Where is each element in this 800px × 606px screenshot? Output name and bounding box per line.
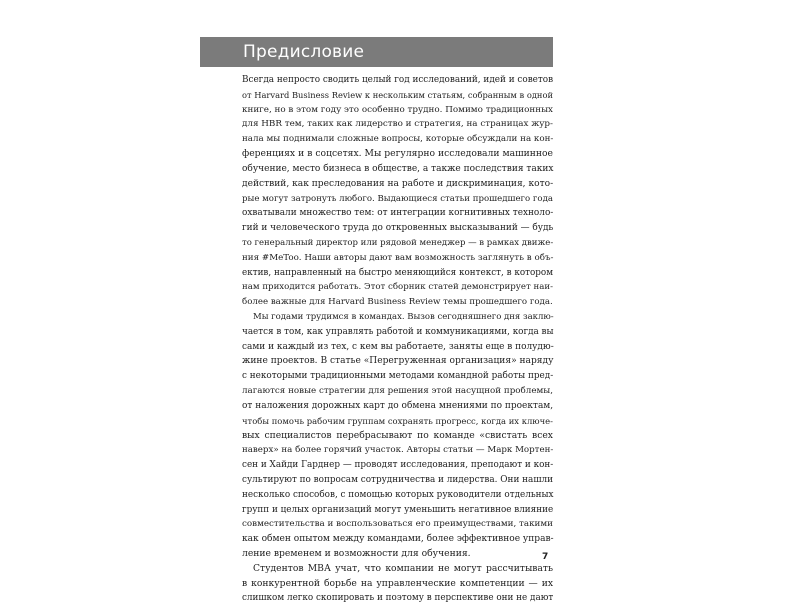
text-line: в конкурентной борьбе на управленческие компетенции — их [242, 577, 553, 589]
text-line: слишком легко скопировать и поэтому в перспективе они не дают [242, 593, 554, 604]
text-line: лагаются новые стратегии для решения этой насущной проблемы, [242, 386, 553, 397]
text-line: нала мы поднимали сложные вопросы, которые обсуждали на кон- [242, 134, 554, 145]
text-line: жине проектов. В статье «Перегруженная организация» наряду [242, 356, 554, 367]
text-line: от Harvard Business Review к нескольким статьям, собранным в одной [242, 89, 553, 100]
text-line: охватывали множество тем: от интеграции когнитивных техноло- [242, 208, 554, 219]
text-line: обучение, место бизнеса в обществе, а также последствия таких [242, 163, 554, 174]
text-line: с некоторыми традиционными методами командной работы пред- [242, 371, 554, 382]
text-line: нам приходится работать. Этот сборник статей демонстрирует наи- [242, 282, 553, 293]
text-line: Мы годами трудимся в командах. Вызов сегодняшнего дня заклю- [253, 312, 554, 322]
text-line: наверх» на более горячий участок. Авторы статьи — Марк Мортен- [242, 445, 554, 456]
text-line: то генеральный директор или рядовой менеджер — в рамках движе- [242, 237, 554, 248]
text-line: групп и целых организаций могут уменьшить негативное влияние [242, 504, 554, 515]
text-line: несколько способов, с помощью которых руководители отдельных [242, 489, 554, 500]
text-line: Студентов МВА учат, что компании не могут рассчитывать [253, 562, 553, 574]
text-line: Всегда непросто сводить целый год исследований, идей и советов [242, 75, 554, 85]
text-line: более важные для Harvard Business Review темы прошедшего года. [242, 297, 553, 308]
text-line: книге, но в этом году это особенно трудно. Помимо традиционных [242, 104, 553, 115]
text-line: для HBR тем, таких как лидерство и стратегия, на страницах жур- [242, 119, 553, 130]
chapter-header-bar [200, 37, 553, 67]
text-line: ференциях и в соцсетях. Мы регулярно исследовали машинное [242, 148, 553, 160]
text-line: гий и человеческого труда до откровенных высказываний — будь [242, 223, 554, 234]
text-line: сами и каждый из тех, с кем вы работаете, заняты еще в полудю- [242, 341, 554, 352]
text-line: чтобы помочь рабочим группам сохранять прогресс, когда их ключе- [242, 415, 553, 426]
text-line: рые могут затронуть любого. Выдающиеся статьи прошедшего года [242, 193, 553, 204]
text-line: от наложения дорожных карт до обмена мнениями по проектам, [242, 400, 554, 411]
chapter-title: Предисловие [243, 42, 365, 62]
text-line: вых специалистов перебрасывают по команде «свистать всех [242, 429, 553, 441]
text-line: сен и Хайди Гарднер — проводят исследования, преподают и кон- [242, 460, 554, 471]
text-line: ния #MeToo. Наши авторы дают вам возможность заглянуть в объ- [242, 252, 554, 263]
body-text [242, 73, 553, 606]
text-line: чается в том, как управлять работой и коммуникациями, когда вы [242, 326, 554, 337]
text-line: сультируют по вопросам сотрудничества и лидерства. Они нашли [242, 474, 554, 485]
text-line: ектив, направленный на быстро меняющийся контекст, в котором [242, 267, 554, 278]
text-line: совместительства и воспользоваться его преимуществами, такими [242, 519, 553, 530]
text-line: ление временем и возможности для обучения. [242, 548, 471, 559]
text-line: как обмен опытом между командами, более эффективное управ- [242, 534, 554, 545]
text-line: действий, как преследования на работе и дискриминация, кото- [242, 178, 554, 189]
page-number: 7 [542, 552, 549, 562]
